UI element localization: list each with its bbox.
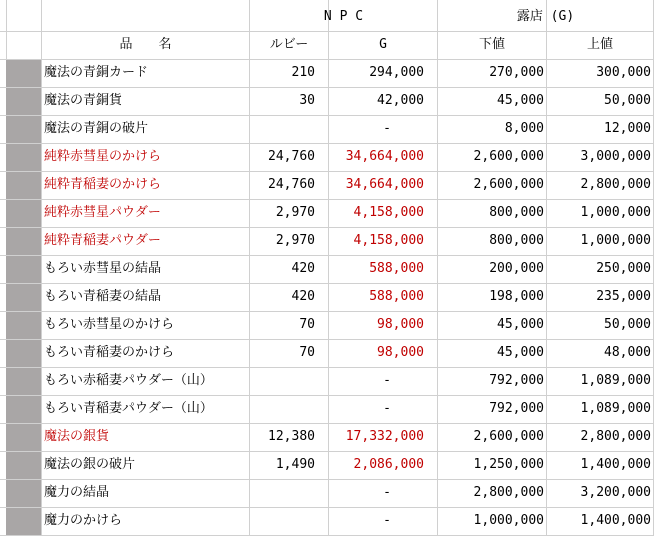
npc-ruby-cell[interactable]: 70 [299, 345, 315, 360]
column-header-low: 下値 [478, 37, 505, 52]
market-low-cell[interactable]: 8,000 [504, 121, 544, 136]
grid-line [0, 339, 654, 340]
grid-line [0, 479, 654, 480]
market-low-cell[interactable]: 792,000 [489, 401, 544, 416]
market-high-cell[interactable]: 1,000,000 [580, 233, 651, 248]
grid-line [0, 451, 654, 452]
npc-ruby-cell[interactable]: 420 [291, 289, 315, 304]
market-low-cell[interactable]: 270,000 [489, 65, 544, 80]
item-name-cell[interactable]: 魔力の結晶 [44, 485, 110, 500]
market-high-cell[interactable]: 1,400,000 [580, 513, 651, 528]
item-name-cell[interactable]: もろい青稲妻の結晶 [44, 289, 162, 304]
market-high-cell[interactable]: 12,000 [604, 121, 651, 136]
table-row[interactable] [0, 507, 654, 535]
market-high-cell[interactable]: 300,000 [596, 65, 651, 80]
market-high-cell[interactable]: 3,000,000 [580, 149, 651, 164]
npc-g-cell[interactable]: 42,000 [377, 93, 424, 108]
column-header-g: G [379, 37, 387, 52]
market-high-cell[interactable]: 235,000 [596, 289, 651, 304]
market-low-cell[interactable]: 45,000 [497, 93, 544, 108]
market-high-cell[interactable]: 3,200,000 [580, 485, 651, 500]
market-low-cell[interactable]: 1,250,000 [473, 457, 544, 472]
market-high-cell[interactable]: 48,000 [604, 345, 651, 360]
market-high-cell[interactable]: 2,800,000 [580, 177, 651, 192]
table-row[interactable] [0, 255, 654, 283]
table-row[interactable] [0, 227, 654, 255]
table-row[interactable] [0, 143, 654, 171]
table-row[interactable] [0, 199, 654, 227]
npc-ruby-cell[interactable]: 1,490 [275, 457, 315, 472]
table-row[interactable] [0, 87, 654, 115]
table-row[interactable] [0, 423, 654, 451]
table-row[interactable] [0, 451, 654, 479]
table-row[interactable] [0, 367, 654, 395]
market-low-cell[interactable]: 2,600,000 [473, 429, 544, 444]
item-name-cell[interactable]: 魔法の青銅カード [44, 65, 149, 80]
table-row[interactable] [0, 395, 654, 423]
market-high-cell[interactable]: 50,000 [604, 93, 651, 108]
npc-ruby-cell[interactable] [252, 115, 315, 143]
market-high-cell[interactable]: 50,000 [604, 317, 651, 332]
grid-line [0, 395, 654, 396]
item-name-cell[interactable]: 純粋赤彗星のかけら [44, 149, 162, 164]
market-low-cell[interactable]: 45,000 [497, 317, 544, 332]
grid-line [0, 227, 654, 228]
item-name-cell[interactable]: 純粋赤彗星パウダー [44, 205, 161, 220]
npc-ruby-cell[interactable]: 12,380 [268, 429, 315, 444]
grid-line [0, 87, 654, 88]
grid-line [0, 507, 654, 508]
npc-g-cell[interactable]: 2,086,000 [353, 457, 424, 472]
table-row[interactable] [0, 115, 654, 143]
market-low-cell[interactable]: 800,000 [489, 233, 544, 248]
npc-g-cell[interactable]: - [383, 513, 391, 528]
market-low-cell[interactable]: 792,000 [489, 373, 544, 388]
npc-ruby-cell[interactable]: 24,760 [268, 177, 315, 192]
grid-line [0, 171, 654, 172]
item-name-cell[interactable]: 純粋青稲妻パウダー [44, 233, 161, 248]
npc-g-cell[interactable]: - [383, 121, 391, 136]
npc-ruby-cell[interactable]: 70 [299, 317, 315, 332]
market-low-cell[interactable]: 200,000 [489, 261, 544, 276]
market-low-cell[interactable]: 45,000 [497, 345, 544, 360]
market-high-cell[interactable]: 1,089,000 [580, 401, 651, 416]
market-low-cell[interactable]: 198,000 [489, 289, 544, 304]
market-high-cell[interactable]: 250,000 [596, 261, 651, 276]
table-row[interactable] [0, 59, 654, 87]
npc-g-cell[interactable]: 98,000 [377, 345, 424, 360]
market-high-cell[interactable]: 1,000,000 [580, 205, 651, 220]
item-name-cell[interactable]: 魔力のかけら [44, 513, 123, 528]
npc-g-cell[interactable]: 34,664,000 [345, 177, 424, 192]
item-name-cell[interactable]: もろい赤彗星の結晶 [44, 261, 162, 276]
npc-g-cell[interactable]: - [383, 373, 391, 388]
item-name-cell[interactable]: 純粋青稲妻のかけら [44, 177, 162, 192]
column-header-high: 上値 [586, 37, 613, 52]
npc-g-cell[interactable]: - [383, 401, 391, 416]
grid-line [0, 199, 654, 200]
npc-g-cell[interactable]: 17,332,000 [345, 429, 424, 444]
table-row[interactable] [0, 311, 654, 339]
grid-line [0, 367, 654, 368]
grid-line [0, 115, 654, 116]
item-name-cell[interactable]: もろい青稲妻のかけら [44, 345, 175, 360]
grid-line [0, 311, 654, 312]
npc-ruby-cell[interactable]: 30 [299, 93, 315, 108]
market-high-cell[interactable]: 1,400,000 [580, 457, 651, 472]
item-name-cell[interactable]: もろい赤稲妻パウダー（山） [44, 373, 213, 388]
market-high-cell[interactable]: 2,800,000 [580, 429, 651, 444]
item-name-cell[interactable]: 魔法の銀貨 [44, 429, 110, 444]
grid-line [0, 143, 654, 144]
item-name-cell[interactable]: 魔法の青銅貨 [44, 93, 123, 108]
npc-g-cell[interactable]: - [383, 485, 391, 500]
market-low-cell[interactable]: 800,000 [489, 205, 544, 220]
npc-ruby-cell[interactable]: 24,760 [268, 149, 315, 164]
npc-ruby-cell[interactable]: 420 [291, 261, 315, 276]
market-high-cell[interactable]: 1,089,000 [580, 373, 651, 388]
npc-group-header: N P C [323, 9, 364, 24]
grid-line [0, 255, 654, 256]
grid-line [0, 423, 654, 424]
table-row[interactable] [0, 479, 654, 507]
market-group-header: 露店 (G) [516, 9, 575, 24]
npc-ruby-cell[interactable] [252, 479, 315, 507]
npc-ruby-cell[interactable] [252, 395, 315, 423]
table-row[interactable] [0, 283, 654, 311]
npc-ruby-cell[interactable]: 210 [291, 65, 315, 80]
column-header-ruby: ルビー [269, 37, 309, 52]
market-low-cell[interactable]: 2,600,000 [473, 177, 544, 192]
npc-g-cell[interactable]: 98,000 [377, 317, 424, 332]
table-row[interactable] [0, 171, 654, 199]
column-header-name: 品 名 [119, 37, 172, 52]
npc-ruby-cell[interactable] [252, 507, 315, 535]
npc-g-cell[interactable]: 588,000 [369, 289, 424, 304]
market-low-cell[interactable]: 2,800,000 [473, 485, 544, 500]
market-low-cell[interactable]: 1,000,000 [473, 513, 544, 528]
npc-g-cell[interactable]: 4,158,000 [353, 205, 424, 220]
npc-g-cell[interactable]: 588,000 [369, 261, 424, 276]
item-name-cell[interactable]: 魔法の銀の破片 [44, 457, 136, 472]
npc-g-cell[interactable]: 34,664,000 [345, 149, 424, 164]
market-low-cell[interactable]: 2,600,000 [473, 149, 544, 164]
grid-line [0, 283, 654, 284]
item-name-cell[interactable]: 魔法の青銅の破片 [44, 121, 149, 136]
item-name-cell[interactable]: もろい青稲妻パウダー（山） [44, 401, 213, 416]
table-row[interactable] [0, 339, 654, 367]
npc-ruby-cell[interactable] [252, 367, 315, 395]
npc-ruby-cell[interactable]: 2,970 [275, 233, 315, 248]
npc-ruby-cell[interactable]: 2,970 [275, 205, 315, 220]
item-name-cell[interactable]: もろい赤彗星のかけら [44, 317, 175, 332]
npc-g-cell[interactable]: 4,158,000 [353, 233, 424, 248]
npc-g-cell[interactable]: 294,000 [369, 65, 424, 80]
